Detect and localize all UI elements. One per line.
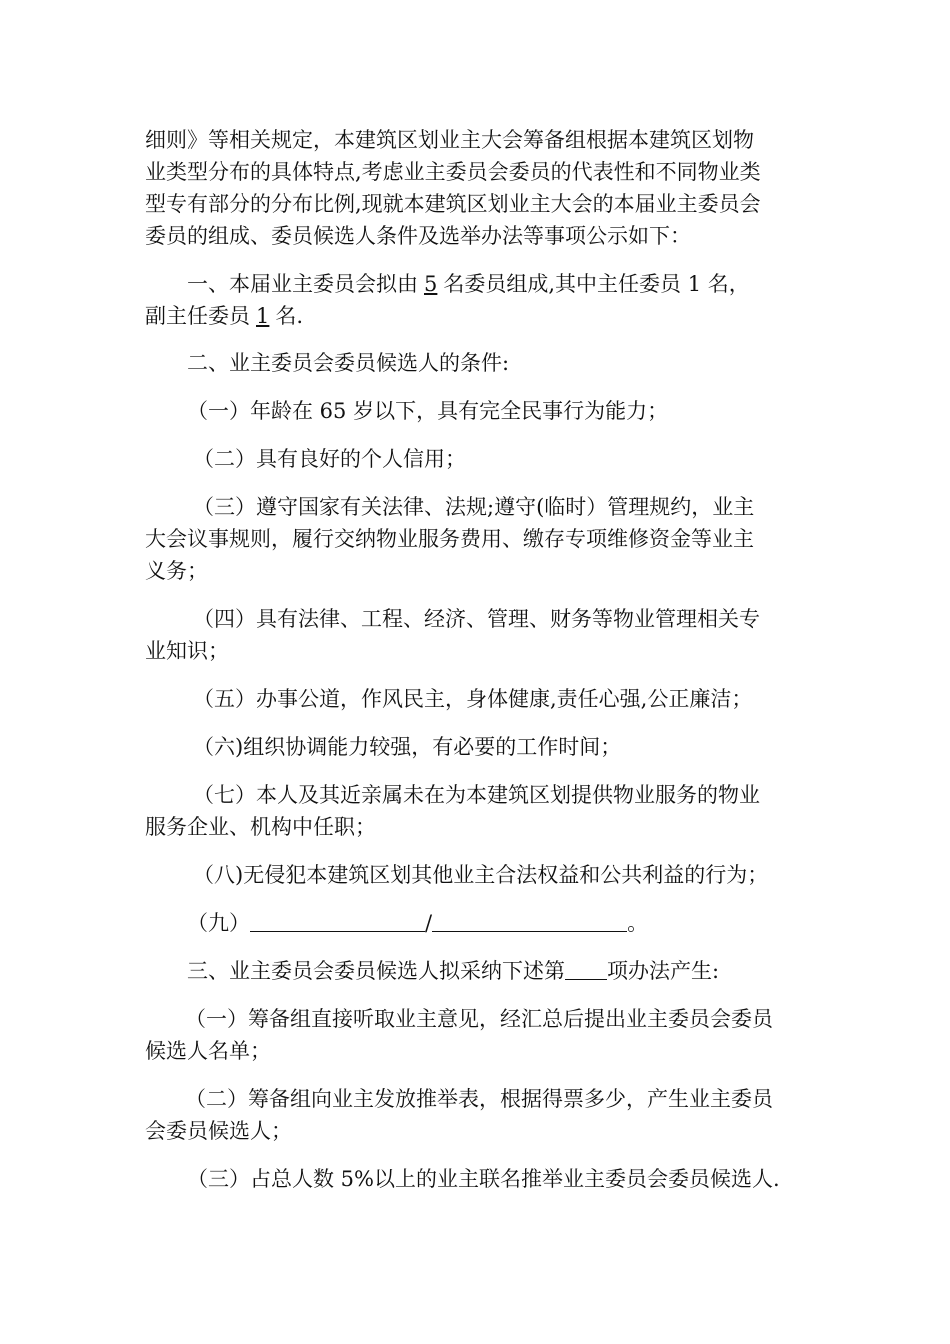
- condition-9-label: （九）: [187, 911, 250, 935]
- condition-7-line-1: （七）本人及其近亲属未在为本建筑区划提供物业服务的物业: [193, 783, 760, 807]
- condition-5: （五）办事公道，作风民主，身体健康,责任心强,公正廉洁；: [193, 687, 753, 711]
- condition-2: （二）具有良好的个人信用；: [193, 447, 466, 471]
- condition-8: （八)无侵犯本建筑区划其他业主合法权益和公共利益的行为；: [193, 863, 769, 887]
- condition-9: [145, 907, 825, 939]
- condition-7-line-2: 服务企业、机构中任职；: [145, 815, 376, 839]
- method-number-blank: [565, 959, 607, 980]
- section1-line-1: [145, 268, 825, 300]
- condition-3-line-2: 大会议事规则，履行交纳物业服务费用、缴存专项维修资金等业主: [145, 527, 754, 551]
- intro-line-1: 细则》等相关规定，本建筑区划业主大会筹备组根据本建筑区划物: [145, 128, 754, 152]
- intro-line-3: 型专有部分的分布比例,现就本建筑区划业主大会的本届业主委员会: [145, 192, 761, 216]
- method-1-line-2: 候选人名单；: [145, 1039, 271, 1063]
- condition-4-line-1: （四）具有法律、工程、经济、管理、财务等物业管理相关专: [193, 607, 760, 631]
- condition-4-line-2: 业知识；: [145, 639, 229, 663]
- section1-text-d: 名.: [275, 304, 304, 328]
- intro-line-4: 委员的组成、委员候选人条件及选举办法等事项公示如下：: [145, 224, 691, 248]
- members-count: 5: [424, 272, 438, 296]
- condition-3-line-1: （三）遵守国家有关法律、法规;遵守(临时）管理规约，业主: [193, 495, 755, 519]
- section3-heading-b: 项办法产生:: [607, 959, 720, 983]
- method-3: （三）占总人数 5%以上的业主联名推举业主委员会委员候选人.: [187, 1167, 780, 1191]
- condition-6: （六)组织协调能力较强，有必要的工作时间；: [193, 735, 622, 759]
- condition-1: （一）年龄在 65 岁以下，具有完全民事行为能力；: [187, 399, 669, 423]
- vice-count: 1: [256, 304, 270, 328]
- section1-line-2: [145, 300, 825, 332]
- intro-line-2: 业类型分布的具体特点,考虑业主委员会委员的代表性和不同物业类: [145, 160, 761, 184]
- section1-text-a: 一、本届业主委员会拟由: [187, 272, 418, 296]
- section3-heading: [145, 955, 825, 987]
- condition-9-blank-right: [432, 911, 627, 932]
- section1-text-c: 副主任委员: [145, 304, 250, 328]
- condition-9-blank-left: [250, 911, 425, 932]
- condition-9-end: 。: [627, 911, 649, 935]
- method-2-line-1: （二）筹备组向业主发放推举表，根据得票多少，产生业主委员: [185, 1087, 773, 1111]
- condition-3-line-3: 义务；: [145, 559, 208, 583]
- method-2-line-2: 会委员候选人；: [145, 1119, 292, 1143]
- section2-heading: 二、业主委员会委员候选人的条件:: [187, 351, 510, 375]
- condition-9-value: /: [425, 911, 433, 935]
- method-1-line-1: （一）筹备组直接听取业主意见，经汇总后提出业主委员会委员: [185, 1007, 773, 1031]
- section3-heading-a: 三、业主委员会委员候选人拟采纳下述第: [187, 959, 565, 983]
- section1-text-b: 名委员组成,其中主任委员 1 名，: [443, 272, 750, 296]
